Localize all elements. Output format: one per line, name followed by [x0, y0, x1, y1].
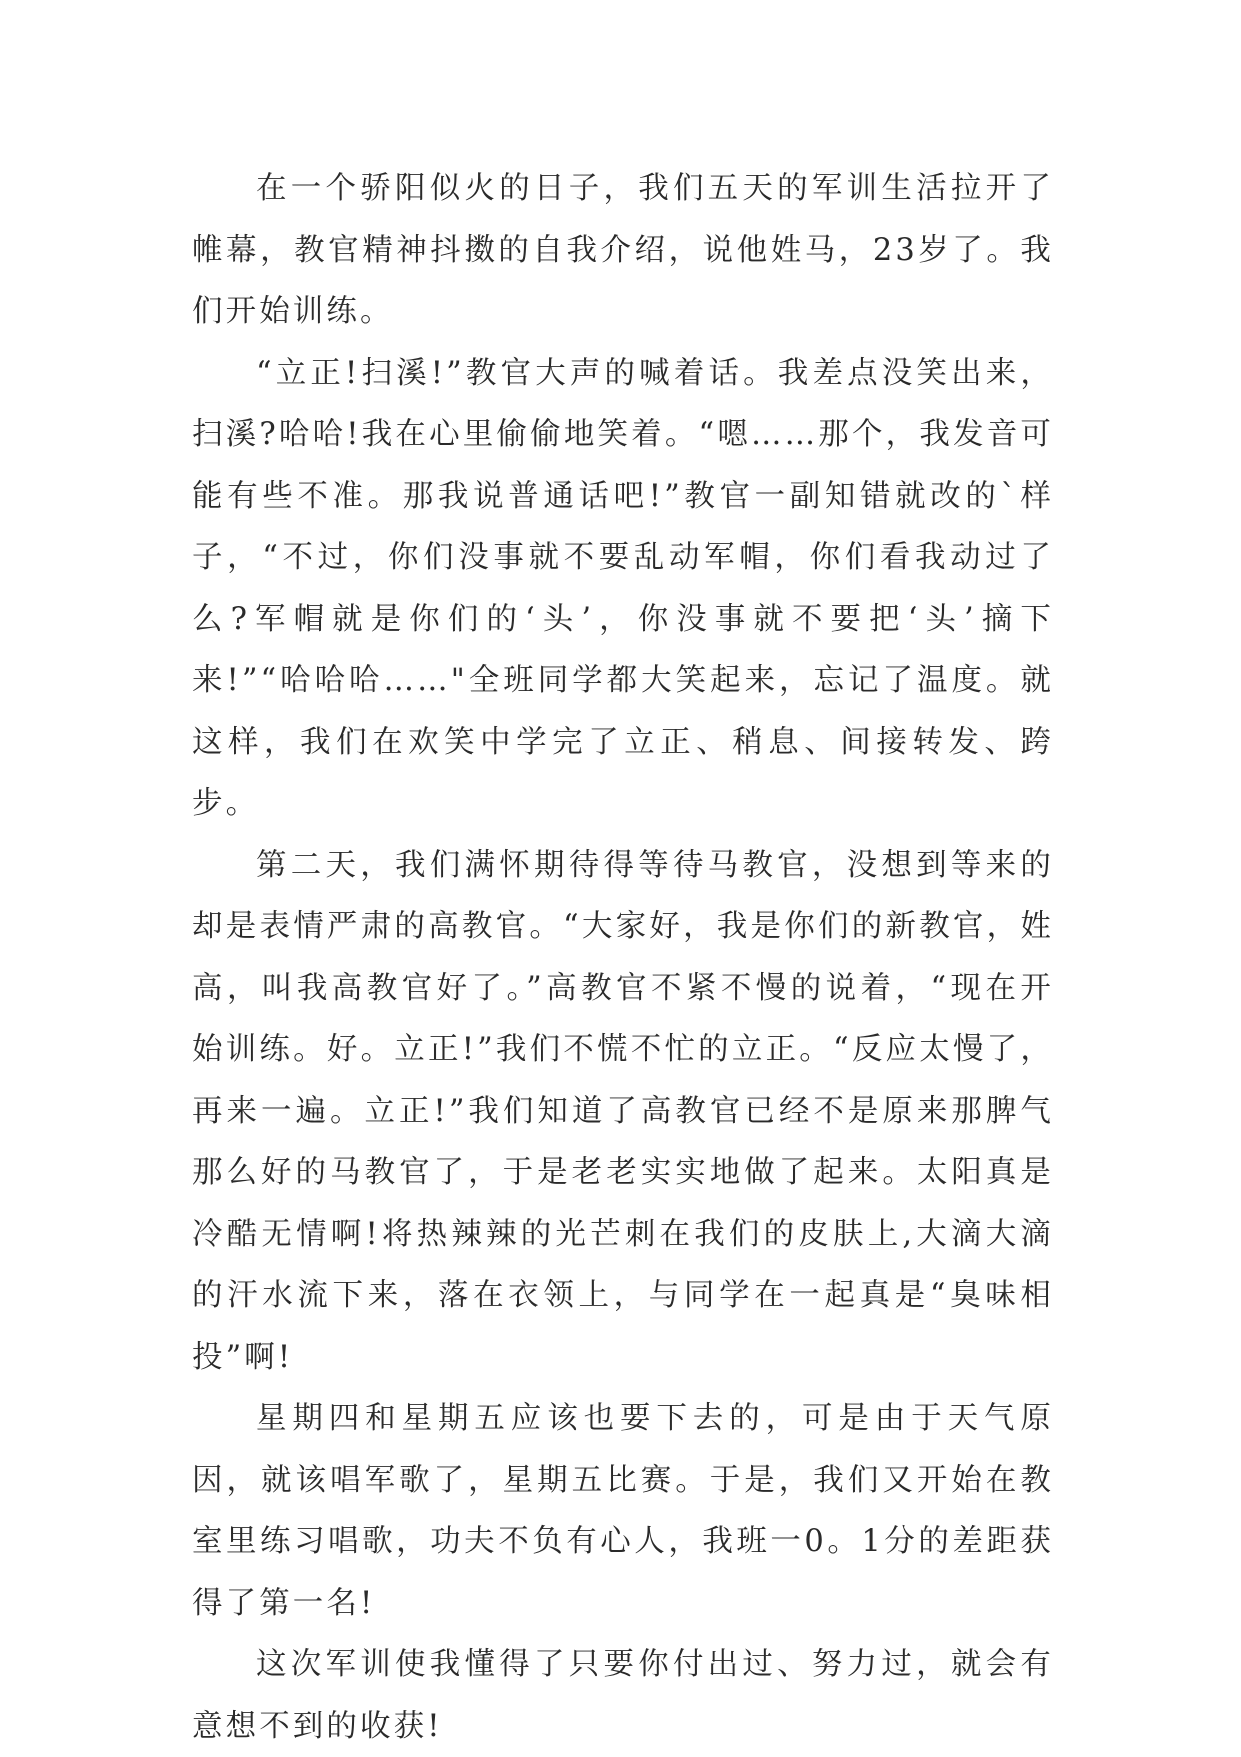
paragraph-5: 这次军训使我懂得了只要你付出过、努力过，就会有意想不到的收获! — [192, 1647, 1054, 1744]
paragraph-2: “立正!扫溪!”教官大声的喊着话。我差点没笑出来，扫溪?哈哈!我在心里偷偷地笑着。“嗯……那个，我发音可能有些不准。那我说普通话吧!”教官一副知错就改的`样子，“不过，你们没事就不要乱动军帽，你们看我动过了么?军帽就是你们的‘头’，你没事就不要把‘头’摘下来!”“哈哈哈……"全班同学都大笑起来，忘记了温度。就这样，我们在欢笑中学完了立正、稍息、间接转发、跨步。 — [192, 355, 1054, 821]
paragraph-3: 第二天，我们满怀期待得等待马教官，没想到等来的却是表情严肃的高教官。“大家好，我是你们的新教官，姓高，叫我高教官好了。”高教官不紧不慢的说着，“现在开始训练。好。立正!”我们不慌不忙的立正。“反应太慢了，再来一遍。立正!”我们知道了高教官已经不是原来那脾气那么好的马教官了，于是老老实实地做了起来。太阳真是冷酷无情啊!将热辣辣的光芒刺在我们的皮肤上,大滴大滴的汗水流下来，落在衣领上，与同学在一起真是“臭味相投”啊! — [192, 847, 1054, 1375]
document-body — [192, 158, 1054, 1757]
paragraph-1: 在一个骄阳似火的日子，我们五天的军训生活拉开了帷幕，教官精神抖擞的自我介绍，说他姓马，23岁了。我们开始训练。 — [192, 171, 1054, 329]
paragraph-4: 星期四和星期五应该也要下去的，可是由于天气原因，就该唱军歌了，星期五比赛。于是，我们又开始在教室里练习唱歌，功夫不负有心人，我班一0。1分的差距获得了第一名! — [192, 1401, 1054, 1621]
